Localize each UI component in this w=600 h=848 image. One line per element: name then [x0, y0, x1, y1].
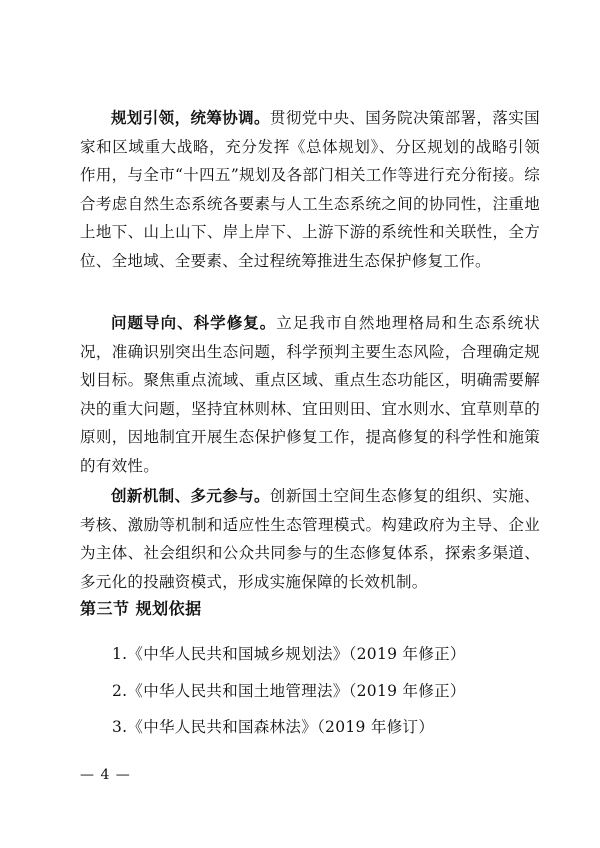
principle-body-problem: 立足我市自然地理格局和生态系统状况，准确识别突出生态问题，科学预判主要生态风险，合理确定规划目标。聚焦重点流域、重点区域、重点生态功能区，明确需要解决的重大问题，坚持宜林则林、宜田则田、宜水则水、宜草则草的原则，因地制宜开展生态保护修复工作，提高修复的科学性和施策的有效性。	[80, 314, 540, 475]
page-number: — 4 —	[80, 767, 131, 783]
basis-item: 1.《中华人民共和国城乡规划法》（2019 年修正）	[112, 645, 466, 663]
principle-paragraph-innovation	[80, 482, 540, 596]
principle-body-innovation: 创新国土空间生态修复的组织、实施、考核、激励等机制和适应性生态管理模式。构建政府为主导、企业为主体、社会组织和公众共同参与的生态修复体系，探索多渠道、多元化的投融资模式，形成实施保障的长效机制。	[80, 487, 540, 591]
principle-body-planning: 贯彻党中央、国务院决策部署，落实国家和区域重大战略，充分发挥《总体规划》、分区规划的战略引领作用，与全市“十四五”规划及各部门相关工作等进行充分衔接。综合考虑自然生态系统各要素与人工生态系统之间的协同性，注重地上地下、山上山下、岸上岸下、上游下游的系统性和关联性，全方位、全地域、全要素、全过程统筹推进生态保护修复工作。	[80, 109, 540, 270]
basis-item: 2.《中华人民共和国土地管理法》（2019 年修正）	[112, 681, 466, 700]
principle-lead-problem: 问题导向、科学修复。	[111, 314, 277, 332]
principle-lead-planning: 规划引领，统筹协调。	[111, 109, 270, 127]
planning-basis-list	[112, 636, 466, 746]
section-heading: 第三节 规划依据	[80, 599, 202, 618]
principle-paragraph-problem	[80, 309, 540, 480]
principle-paragraph-planning	[80, 104, 540, 275]
basis-item: 3.《中华人民共和国森林法》（2019 年修订）	[112, 718, 435, 736]
principle-lead-innovation: 创新机制、多元参与。	[111, 487, 270, 505]
